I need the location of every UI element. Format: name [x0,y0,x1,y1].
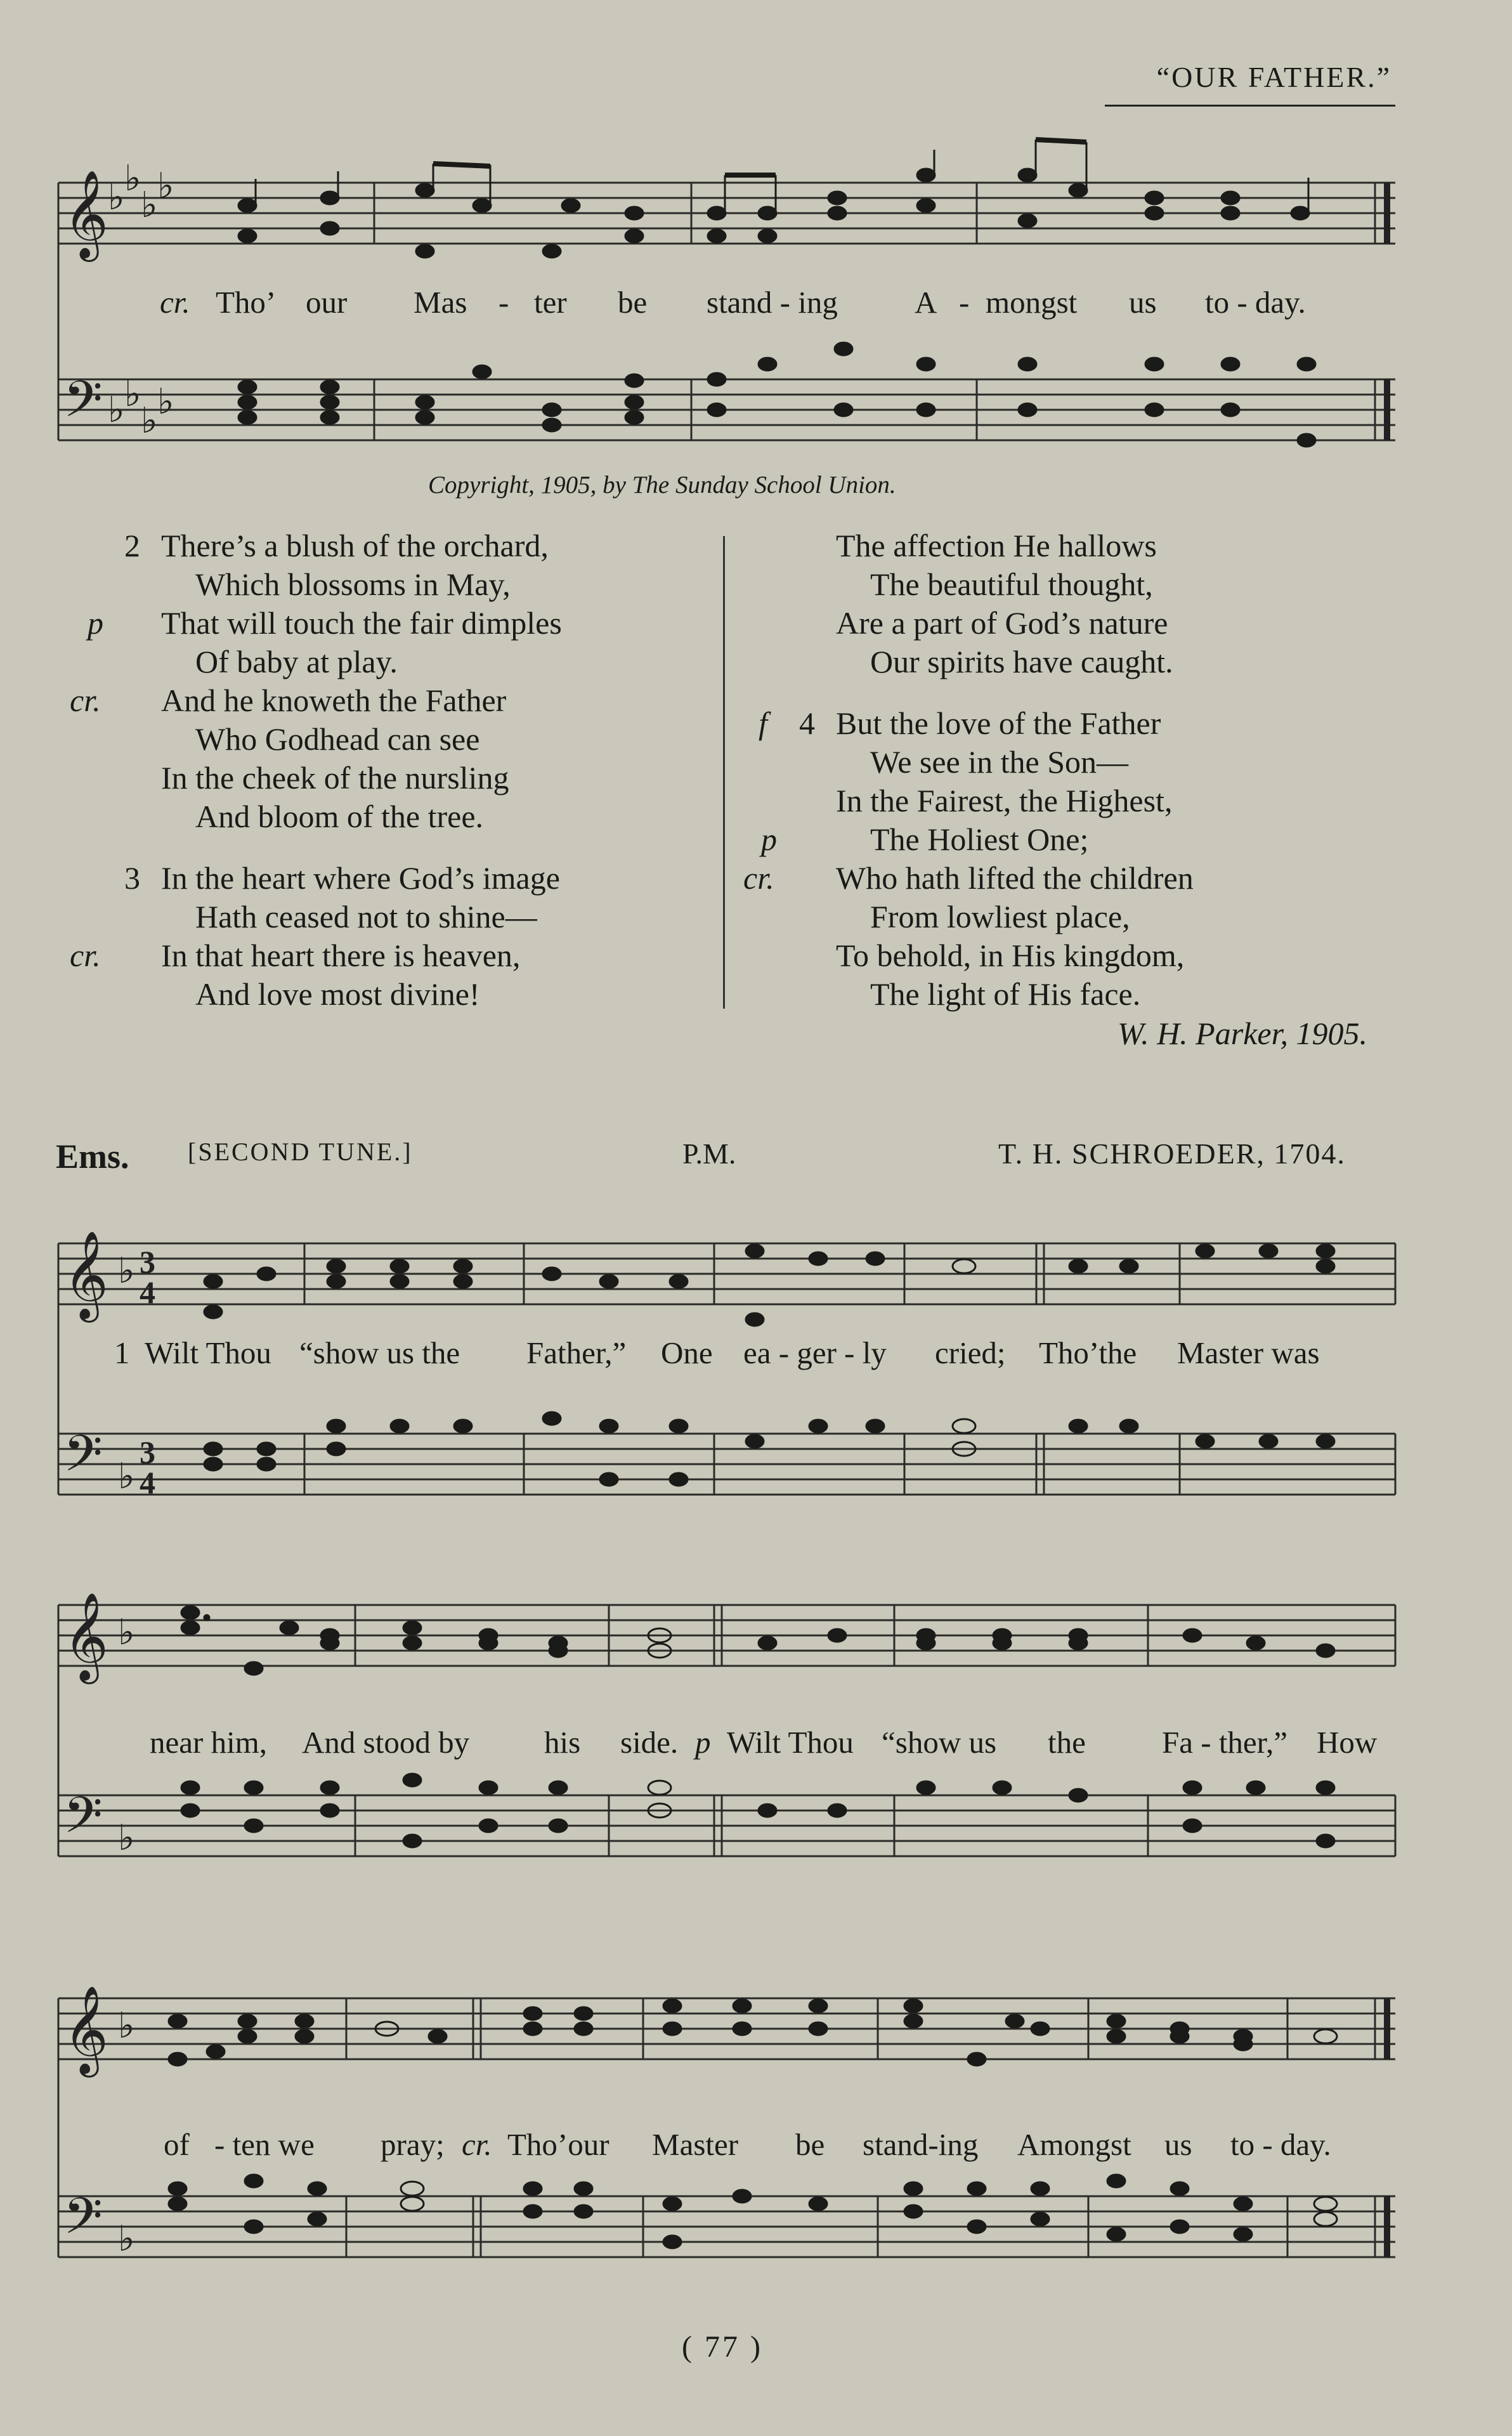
lyric-syllable: ea - ger - ly [743,1335,887,1370]
verse-line: Our spirits have caught. [870,644,1173,679]
lyric-syllable: stand-ing [863,2127,979,2162]
svg-text:♭: ♭ [141,185,158,226]
lyric-syllable: Tho’our [507,2127,609,2162]
verse-line: From lowliest place, [870,899,1130,934]
lyric-syllable: be [795,2127,825,2162]
tune-meter: P.M. [682,1137,736,1170]
key-signature-flats-2 [118,1250,134,1497]
hymn-title: “OUR FATHER.” [1156,61,1391,93]
lyric-syllable: Amongst [1017,2127,1131,2162]
svg-text:♭: ♭ [108,177,125,218]
lyric-syllable: “show us the [299,1335,460,1370]
verse-line: Who Godhead can see [195,721,480,757]
lyric-syllable: Tho’the [1039,1335,1137,1370]
verse-line: Who hath lifted the children [836,860,1194,896]
lyric-syllable: of [164,2127,190,2162]
verse-line: The Holiest One; [870,822,1089,857]
lyric-syllable: cried; [935,1335,1006,1370]
treble-staff-4 [58,1998,1395,2059]
svg-text:♭: ♭ [118,1456,135,1497]
treble-clef-icon: 𝄞 [63,170,108,258]
verses-right-column [726,527,1423,1034]
svg-text:3: 3 [140,1244,155,1280]
verses-left-column [0,527,723,1034]
lyric-syllable: One [661,1335,713,1370]
lyric-syllable: mongst [986,285,1078,320]
verse-line: The light of His face. [870,976,1141,1012]
lyric-syllable: near him, [150,1725,268,1760]
verse-number: 4 [799,705,815,741]
treble-clef-icon: 𝄞 [63,1986,108,2074]
dynamic-marking: cr. [70,683,101,718]
bass-clef-icon: 𝄢 [63,1786,103,1857]
svg-text:♭: ♭ [108,390,125,431]
lyric-syllable: Wilt Thou [145,1335,271,1370]
verse-line: And he knoweth the Father [161,683,507,718]
svg-text:♭: ♭ [118,1817,135,1859]
verse-line: To behold, in His kingdom, [836,938,1185,973]
dynamic-marking: cr. [70,938,101,973]
tune-name: Ems. [56,1137,129,1175]
lyric-syllable: Mas [414,285,467,320]
svg-text:♭: ♭ [124,374,141,415]
verse-line: Are a part of God’s nature [836,605,1168,641]
lyric-syllable: A [915,285,937,320]
lyric-syllable: our [306,285,348,320]
svg-text:♭: ♭ [118,2218,135,2260]
bass-clef-icon: 𝄢 [63,2187,103,2258]
dynamic-marking: cr. [160,285,190,320]
svg-text:♭: ♭ [118,2005,135,2046]
verse-line: The beautiful thought, [870,566,1153,602]
lyric-syllable: side. [620,1725,679,1760]
dynamic-marking: p [695,1725,711,1760]
page-number: ( 77 ) [682,2330,763,2364]
bass-clef-icon: 𝄢 [63,1424,103,1495]
verse-line: Hath ceased not to shine— [195,899,537,934]
lyrics-system-3 [0,1724,1512,1762]
svg-text:♭: ♭ [141,400,158,442]
svg-text:♭: ♭ [118,1250,135,1292]
verse-line: Of baby at play. [195,644,398,679]
lyric-syllable: us [1164,2127,1192,2162]
author-attribution: W. H. Parker, 1905. [1118,1016,1367,1051]
treble-clef-icon: 𝄞 [63,1231,108,1319]
bass-staff-1 [58,379,1395,440]
svg-text:♭: ♭ [124,158,141,199]
lyric-syllable: be [618,285,648,320]
lyric-syllable: pray; [381,2127,445,2162]
verse-number: 2 [124,528,140,563]
tune-composer: T. H. SCHROEDER, 1704. [998,1137,1346,1170]
svg-text:♭: ♭ [157,381,174,422]
lyric-syllable: the [1048,1725,1086,1760]
treble-staff-1 [58,183,1395,244]
svg-text:3: 3 [140,1434,155,1470]
tune-label: [SECOND TUNE.] [188,1137,413,1166]
lyric-syllable: “show us [882,1725,997,1760]
verse-line: In the cheek of the nursling [161,760,509,796]
lyric-syllable: - [499,285,509,320]
verse-line: That will touch the fair dimples [161,605,562,641]
lyrics-system-1 [0,284,1512,322]
dynamic-marking: cr. [743,860,774,896]
lyric-syllable: Tho’ [216,285,277,320]
svg-text:4: 4 [140,1274,155,1310]
lyric-syllable: - ten we [214,2127,315,2162]
lyric-syllable: to - day. [1205,285,1306,320]
svg-text:♭: ♭ [118,1612,135,1653]
lyric-syllable: How [1317,1725,1378,1760]
dynamic-marking: cr. [462,2127,492,2162]
lyric-syllable: to - day. [1230,2127,1331,2162]
dynamic-marking: p [761,822,777,857]
verse-line: In that heart there is heaven, [161,938,521,973]
staff-system-1 [0,0,1512,482]
lyric-syllable: Father,” [526,1335,627,1370]
verse-line: And love most divine! [195,976,480,1012]
dynamic-marking: f [759,705,767,741]
lyrics-system-2 [0,1335,1512,1373]
lyric-syllable: Master was [1177,1335,1320,1370]
verse-line: There’s a blush of the orchard, [161,528,549,563]
lyric-syllable: stand - ing [707,285,838,320]
verse-line: In the Fairest, the Highest, [836,783,1173,818]
verse-line: Which blossoms in May, [195,566,511,602]
bass-clef-icon: 𝄢 [63,370,103,441]
lyric-syllable: - [959,285,970,320]
verse-line: But the love of the Father [836,705,1161,741]
lyric-syllable: Master [652,2127,739,2162]
verse-number: 3 [124,860,140,896]
lyric-syllable: And stood by [302,1725,470,1760]
lyric-syllable: Fa - ther,” [1162,1725,1288,1760]
column-divider [723,536,725,1009]
verse-line: And bloom of the tree. [195,799,484,834]
verse-number: 1 [114,1335,130,1370]
lyric-syllable: ter [534,285,567,320]
lyric-syllable: us [1129,285,1157,320]
verse-line: We see in the Son— [870,744,1129,780]
lyric-syllable: his [544,1725,581,1760]
verse-line: The affection He hallows [836,528,1157,563]
svg-text:4: 4 [140,1465,155,1500]
copyright-notice: Copyright, 1905, by The Sunday School Union. [428,471,896,499]
svg-text:♭: ♭ [157,166,174,207]
treble-clef-icon: 𝄞 [63,1592,108,1680]
lyrics-system-4 [0,2126,1512,2164]
dynamic-marking: p [88,605,103,641]
verse-line: In the heart where God’s image [161,860,560,896]
lyric-syllable: Wilt Thou [727,1725,854,1760]
